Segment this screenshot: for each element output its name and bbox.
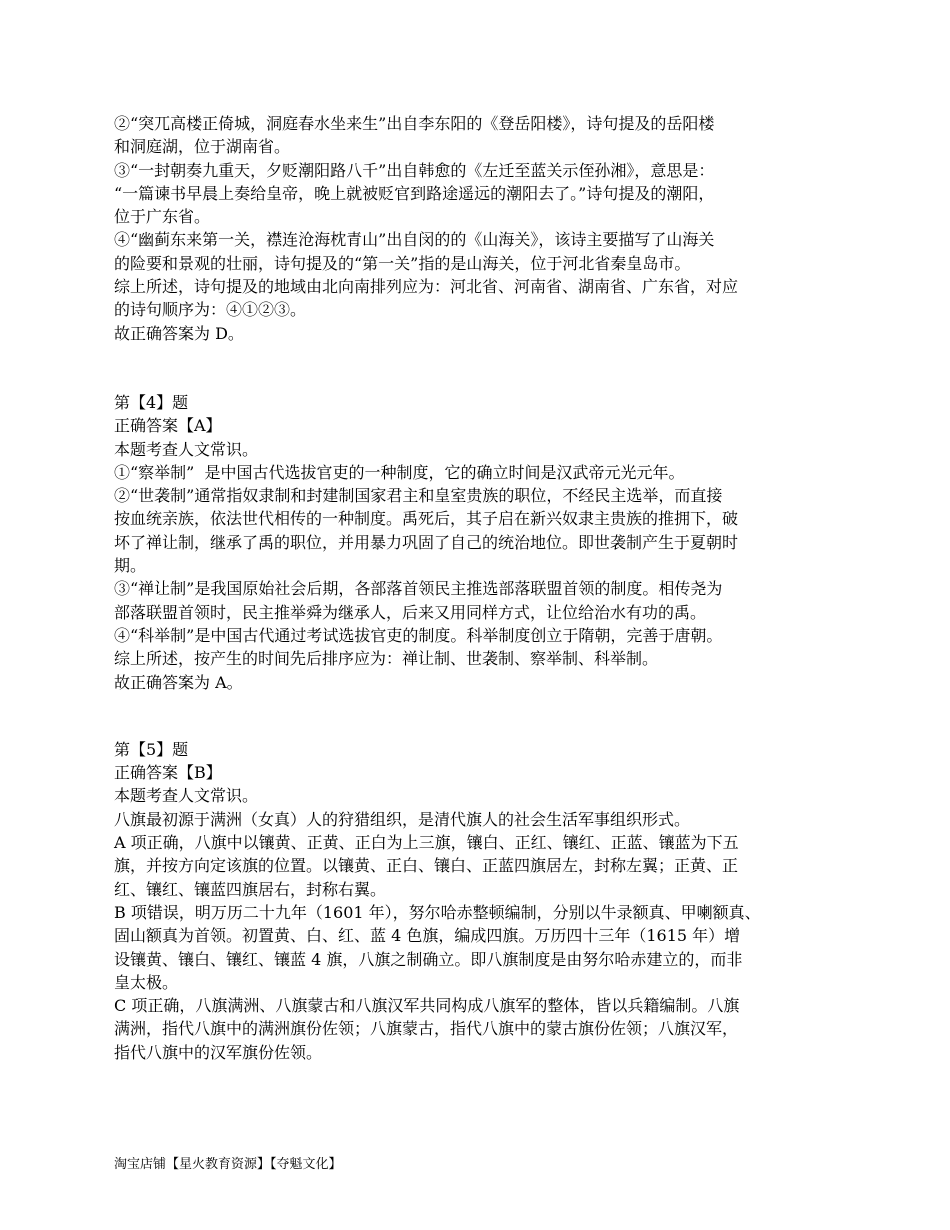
text-line: 故正确答案为 A。	[114, 672, 243, 692]
text-line: 指代八旗中的汉军旗份佐领。	[114, 1042, 323, 1062]
text-line: 皇太极。	[114, 972, 179, 992]
text-line: ④“科举制”是中国古代通过考试选拔官吏的制度。科举制度创立于隋朝，完善于唐朝。	[114, 625, 723, 645]
text-line: A 项正确，八旗中以镶黄、正黄、正白为上三旗，镶白、正红、镶红、正蓝、镶蓝为下五	[114, 833, 739, 853]
question-title: 第【5】题	[114, 739, 189, 759]
page-footer: 淘宝店铺【星火教育资源】【夺魁文化】	[114, 1157, 342, 1172]
text-line: 的险要和景观的壮丽，诗句提及的“第一关”指的是山海关，位于河北省秦皇岛市。	[114, 253, 691, 273]
question-title: 第【4】题	[114, 392, 189, 412]
text-line: 故正确答案为 D。	[114, 323, 244, 343]
text-line: C 项正确，八旗满洲、八旗蒙古和八旗汉军共同构成八旗军的整体，皆以兵籍编制。八旗	[114, 996, 740, 1016]
text-line: 红、镶红、镶蓝四旗居右，封称右翼。	[114, 879, 387, 899]
text-line: 坏了禅让制，继承了禹的职位，并用暴力巩固了自己的统治地位。即世袭制产生于夏朝时	[114, 532, 739, 552]
question-5-section	[114, 738, 844, 1064]
text-line: ②“突兀高楼正倚城，洞庭春水坐来生”出自李东阳的《登岳阳楼》，诗句提及的岳阳楼	[114, 114, 715, 133]
text-line: “一篇谏书早晨上奏给皇帝，晚上就被贬官到路途遥远的潮阳去了。”诗句提及的潮阳，	[114, 183, 715, 203]
text-line: ③“禅让制”是我国原始社会后期，各部落首领民主推选部落联盟首领的制度。相传尧为	[114, 579, 723, 599]
text-line: B 项错误，明万历二十九年（1601 年），努尔哈赤整顿编制，分别以牛录额真、甲喇额真、	[114, 902, 761, 922]
text-line: 综上所述，按产生的时间先后排序应为：禅让制、世袭制、察举制、科举制。	[114, 649, 659, 669]
text-line: ②“世袭制”通常指奴隶制和封建制国家君主和皇室贵族的职位，不经民主选举，而直接	[114, 486, 723, 506]
text-line: 综上所述，诗句提及的地域由北向南排列应为：河北省、河南省、湖南省、广东省，对应	[114, 277, 739, 297]
text-line: 设镶黄、镶白、镶红、镶蓝 4 旗，八旗之制确立。即八旗制度是由努尔哈赤建立的，而非	[114, 949, 743, 969]
text-line: 的诗句顺序为：④①②③。	[114, 300, 307, 320]
explanation-block-q3	[114, 112, 844, 345]
text-line: 按血统亲族，依法世代相传的一种制度。禹死后，其子启在新兴奴隶主贵族的推拥下，破	[114, 509, 739, 529]
text-line: ④“幽蓟东来第一关，襟连沧海枕青山”出自闵的的《山海关》，该诗主要描写了山海关	[114, 230, 715, 250]
text-line: 本题考查人文常识。	[114, 439, 259, 459]
correct-answer: 正确答案【B】	[114, 763, 222, 783]
text-line: 固山额真为首领。初置黄、白、红、蓝 4 色旗，编成四旗。万历四十三年（1615 年）增	[114, 926, 741, 946]
text-line: 满洲，指代八旗中的满洲旗份佐领；八旗蒙古，指代八旗中的蒙古旗份佐领；八旗汉军，	[114, 1019, 739, 1039]
text-line: 期。	[114, 556, 147, 576]
correct-answer: 正确答案【A】	[114, 416, 222, 436]
text-line: 八旗最初源于满洲（女真）人的狩猎组织，是清代旗人的社会生活军事组织形式。	[114, 809, 691, 829]
text-line: 和洞庭湖，位于湖南省。	[114, 137, 291, 157]
text-line: 本题考查人文常识。	[114, 786, 259, 806]
document-body	[114, 112, 844, 1064]
text-line: 部落联盟首领时，民主推举舜为继承人，后来又用同样方式，让位给治水有功的禹。	[114, 602, 707, 622]
text-line: 位于广东省。	[114, 207, 211, 227]
text-line: ①“察举制” 是中国古代选拔官吏的一种制度，它的确立时间是汉武帝元光元年。	[114, 462, 685, 482]
question-4-section	[114, 391, 844, 694]
text-line: 旗，并按方向定该旗的位置。以镶黄、正白、镶白、正蓝四旗居左，封称左翼；正黄、正	[114, 856, 739, 876]
text-line: ③“一封朝奏九重天，夕贬潮阳路八千”出自韩愈的《左迁至蓝关示侄孙湘》，意思是：	[114, 160, 715, 180]
